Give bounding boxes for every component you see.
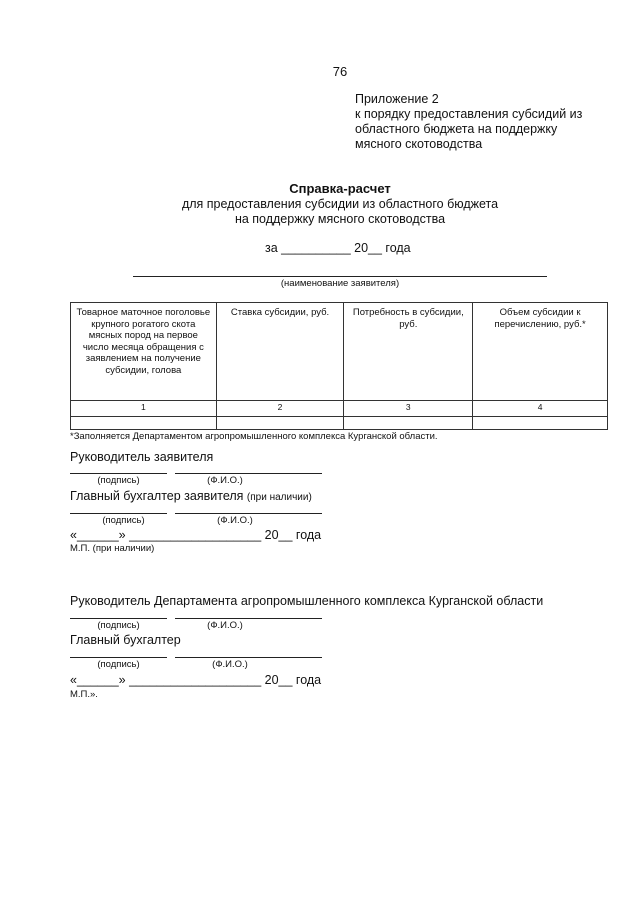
accountant-note: (при наличии)	[246, 492, 312, 503]
table-row	[71, 417, 608, 430]
column-number: 2	[216, 401, 344, 417]
table-cell[interactable]	[71, 417, 217, 430]
table-header-row	[71, 303, 608, 401]
department-head-label: Руководитель Департамента агропромышленного комплекса Курганской области	[70, 594, 544, 608]
name-line	[175, 657, 322, 658]
appendix-line: мясного скотоводства	[355, 137, 483, 151]
table-cell[interactable]	[473, 417, 608, 430]
appendix-note	[355, 92, 582, 152]
department-stamp: М.П.».	[70, 689, 98, 700]
name-caption: (Ф.И.О.)	[217, 515, 253, 526]
department-date: «______» ___________________ 20__ года	[70, 673, 322, 687]
report-period: за __________ 20__ года	[265, 241, 411, 255]
column-number: 3	[344, 401, 473, 417]
name-caption: (Ф.И.О.)	[207, 475, 243, 486]
name-line	[175, 618, 322, 619]
name-caption: (Ф.И.О.)	[212, 659, 248, 670]
signature-caption: (подпись)	[97, 620, 140, 631]
name-line	[175, 473, 322, 474]
applicant-name-caption: (наименование заявителя)	[280, 278, 400, 289]
appendix-line: Приложение 2	[355, 92, 439, 106]
table-cell[interactable]	[216, 417, 344, 430]
table-cell[interactable]	[344, 417, 473, 430]
accountant-label: Главный бухгалтер заявителя	[70, 489, 244, 503]
table-number-row	[71, 401, 608, 417]
appendix-line: областного бюджета на поддержку	[355, 122, 558, 136]
signature-caption: (подпись)	[97, 475, 140, 486]
page-number: 76	[332, 64, 348, 79]
appendix-line: к порядку предоставления субсидий из	[355, 107, 583, 121]
footnote: *Заполняется Департаментом агропромышленного комплекса Курганской области.	[70, 431, 438, 442]
header-cell: Объем субсидии к перечислению, руб.*	[473, 303, 608, 401]
column-number: 4	[473, 401, 608, 417]
subtitle-line: на поддержку мясного скотоводства	[234, 212, 446, 226]
document-title: Справка-расчет	[289, 181, 391, 196]
signature-line	[70, 618, 167, 619]
applicant-head-label: Руководитель заявителя	[70, 450, 214, 464]
signature-line	[70, 513, 167, 514]
signature-caption: (подпись)	[102, 515, 145, 526]
applicant-date: «______» ___________________ 20__ года	[70, 528, 322, 542]
name-caption: (Ф.И.О.)	[207, 620, 243, 631]
applicant-stamp: М.П. (при наличии)	[70, 543, 155, 554]
applicant-name-line	[133, 276, 547, 277]
header-cell: Ставка субсидии, руб.	[216, 303, 344, 401]
signature-line	[70, 657, 167, 658]
column-number: 1	[71, 401, 217, 417]
signature-line	[70, 473, 167, 474]
header-cell: Товарное маточное поголовье крупного рогатого скота мясных пород на первое число месяца обращения с заявлением на получение субсидии, голова	[71, 303, 217, 401]
name-line	[175, 513, 322, 514]
department-accountant-label: Главный бухгалтер	[70, 633, 181, 647]
calculation-table	[70, 302, 608, 430]
header-cell: Потребность в субсидии, руб.	[344, 303, 473, 401]
signature-caption: (подпись)	[97, 659, 140, 670]
subtitle-line: для предоставления субсидии из областного бюджета	[181, 197, 499, 211]
document-subtitle	[0, 197, 640, 227]
applicant-accountant-label	[70, 489, 312, 503]
